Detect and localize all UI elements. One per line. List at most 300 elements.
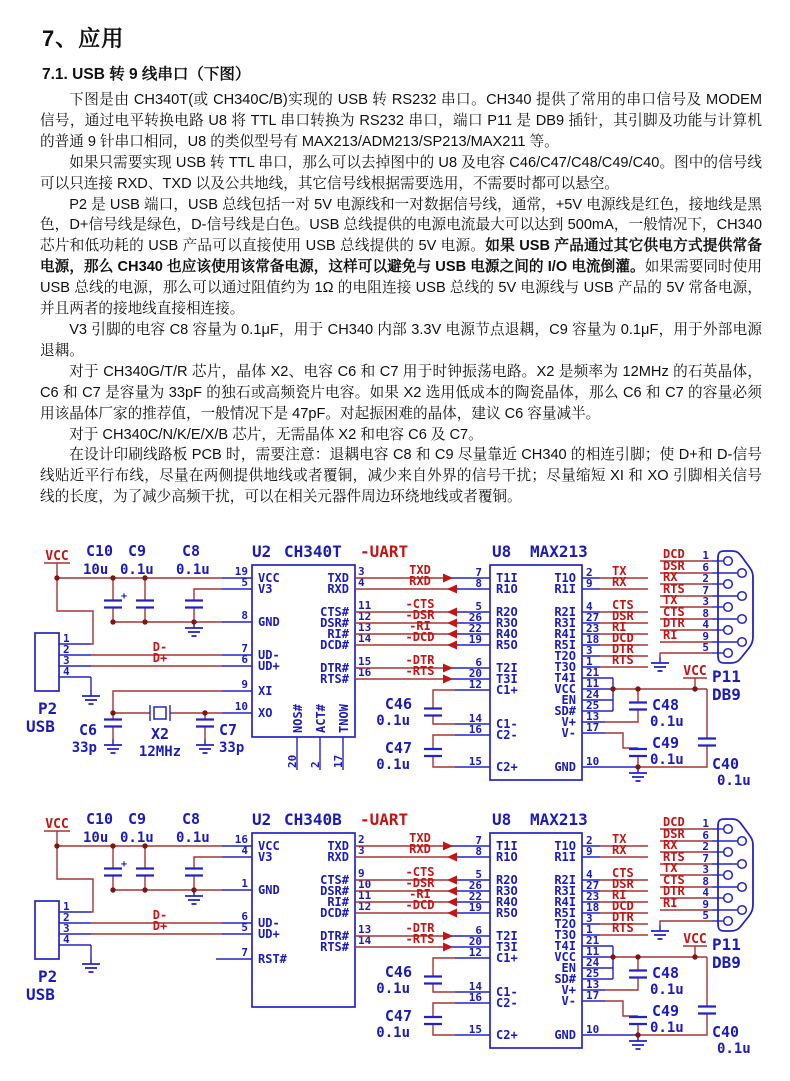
sch-label: 14 [468, 980, 482, 993]
sch-label: TNOW [337, 704, 351, 733]
sch-label: 3 [702, 863, 709, 876]
sch-label: T1I [496, 571, 518, 585]
junction-dot [110, 575, 115, 580]
sch-label: 6 [475, 656, 482, 669]
sch-label: 0.1u [120, 562, 154, 578]
sch-label: 19 [234, 565, 248, 578]
sch-label: T2O [554, 649, 576, 663]
sch-label: RTS [663, 582, 685, 596]
wire [433, 735, 455, 748]
sch-label: 4 [586, 868, 593, 881]
sch-label: C48 [652, 696, 680, 714]
junction-dot [110, 843, 115, 848]
sch-label: 1 [241, 877, 248, 890]
sch-label: MAX213 [530, 542, 588, 561]
sch-label: -RTS [405, 664, 435, 678]
sch-label: DSR# [320, 616, 349, 630]
sch-label: VCC [45, 549, 69, 564]
sch-label: TXD [409, 831, 431, 845]
sch-label: 27 [586, 611, 600, 624]
signal-arrow-icon [443, 675, 453, 684]
sch-label: USB [26, 985, 55, 1004]
sch-label: GND [554, 1028, 576, 1042]
sch-label: TXD [409, 563, 431, 577]
signal-arrow-icon [447, 641, 457, 650]
sch-label: GND [258, 615, 280, 629]
sch-label: RXD [327, 582, 349, 596]
wire [605, 710, 638, 722]
db9-pin-hole [724, 626, 733, 635]
sch-label: P11 [712, 667, 741, 686]
sch-label: -DSR [405, 608, 435, 622]
junction-dot [202, 710, 207, 715]
wire [194, 857, 222, 868]
sch-label: DB9 [712, 685, 741, 704]
wire [433, 1003, 455, 1016]
sch-label: DTR [663, 884, 685, 898]
sch-label: 10u [83, 830, 109, 846]
sch-label: CTS [612, 866, 634, 880]
sch-label: UD- [258, 916, 280, 930]
sch-label: 2 [63, 911, 70, 924]
sch-label: 8 [475, 577, 482, 590]
sch-label: TX [612, 564, 627, 578]
sch-label: 2 [63, 643, 70, 656]
sch-label: 4 [241, 844, 248, 857]
wire [433, 958, 455, 976]
sch-label: R1I [554, 582, 576, 596]
sch-label: 1 [586, 923, 593, 936]
sch-label: DTR [612, 910, 634, 924]
sch-label: -DTR [405, 653, 435, 667]
junction-dot [142, 619, 147, 624]
sch-label: RTS# [320, 672, 349, 686]
sch-label: XO [258, 706, 273, 720]
wire [605, 1001, 638, 1016]
sch-label: 10u [83, 562, 109, 578]
sch-label: C2+ [496, 1028, 518, 1042]
sch-label: + [121, 859, 128, 870]
sch-label: 15 [468, 755, 482, 768]
sch-label: T1I [496, 839, 518, 853]
junction-dot [110, 887, 115, 892]
db9-pin-hole [724, 603, 733, 612]
db9-pin-hole [738, 615, 747, 624]
chip-outline [35, 901, 59, 959]
sch-label: 16 [358, 666, 372, 679]
sch-label: GND [258, 883, 280, 897]
sch-label: 5 [702, 909, 709, 922]
sch-label: 16 [468, 991, 482, 1004]
sch-label: C6 [78, 721, 97, 739]
sch-label: 14 [358, 632, 372, 645]
junction-dot [635, 1032, 640, 1037]
signal-arrow-icon [443, 943, 453, 952]
sch-label: CTS [663, 605, 685, 619]
sch-label: RI [663, 628, 678, 642]
sch-label: 33p [219, 740, 245, 756]
sch-label: 5 [241, 576, 248, 589]
sch-label: X2 [150, 725, 170, 743]
sch-label: 3 [358, 844, 365, 857]
sch-label: C7 [219, 721, 238, 739]
sch-label: 4 [358, 576, 365, 589]
sch-label: -RTS [405, 932, 435, 946]
sch-label: R1I [554, 850, 576, 864]
sch-label: 19 [468, 633, 482, 646]
sch-label: C40 [712, 755, 740, 773]
sch-label: C40 [712, 1023, 740, 1041]
db9-pin-hole [738, 592, 747, 601]
sch-label: -RI [409, 619, 431, 633]
sch-label: 9 [358, 867, 365, 880]
sch-label: P11 [712, 935, 741, 954]
sch-label: CH340B [284, 810, 342, 829]
sch-label: 20 [468, 935, 482, 948]
sch-label: U2 [252, 810, 272, 829]
sch-label: RTS [612, 921, 634, 935]
sch-label: ACT# [314, 704, 328, 733]
sch-label: 13 [358, 621, 372, 634]
sch-label: 15 [358, 655, 372, 668]
sch-label: 16 [234, 833, 248, 846]
sch-label: 13 [586, 978, 600, 991]
sch-label: TX [663, 593, 678, 607]
sch-label: RI# [327, 895, 349, 909]
sch-label: C46 [384, 963, 412, 981]
sch-label: 0.1u [650, 982, 684, 998]
sch-label: 0.1u [376, 757, 410, 773]
sch-label: 2 [586, 834, 593, 847]
sch-label: DSR [612, 877, 634, 891]
sch-label: 11 [358, 889, 372, 902]
sch-label: UD+ [258, 927, 280, 941]
junction-dot [692, 954, 697, 959]
paragraph: V3 引脚的电容 C8 容量为 0.1μF，用于 CH340 内部 3.3V 电源节点退耦，C9 容量为 0.1μF，用于外部电源退耦。 [40, 321, 762, 359]
sch-label: -DCD [405, 630, 435, 644]
sch-label: T3O [554, 928, 576, 942]
paragraph: 对于 CH340C/N/K/E/X/B 芯片，无需晶体 X2 和电容 C6 及 C7。 [69, 426, 483, 443]
paragraph-bold-text: 如果 USB 产品通过其它供电方式提供常备电源，那么 CH340 也应该使用该常备电源，这样可以避免与 USB 电源之间的 I/O 电流倒灌。 [40, 238, 762, 276]
sch-label: UD- [258, 648, 280, 662]
sch-label: RST# [258, 952, 287, 966]
sch-label: RXD [409, 574, 431, 588]
junction-dot [610, 954, 615, 959]
sch-label: RX [663, 838, 678, 852]
sch-label: 11 [586, 677, 600, 690]
junction-dot [610, 686, 615, 691]
sch-label: 22 [468, 890, 482, 903]
sch-label: RI [612, 888, 627, 902]
signal-arrow-icon [443, 664, 453, 673]
sch-label: 21 [586, 666, 600, 679]
sch-label: 26 [468, 879, 482, 892]
sch-label: 0.1u [717, 773, 751, 789]
sch-label: 0.1u [176, 830, 210, 846]
sch-label: 12 [468, 946, 482, 959]
sch-label: 0.1u [650, 714, 684, 730]
section-heading: 7、应用 [42, 26, 125, 51]
sch-label: RX [612, 843, 627, 857]
db9-pin-hole [724, 871, 733, 880]
sch-label: 33p [71, 740, 97, 756]
sch-label: DCD [612, 631, 634, 645]
sch-label: D- [152, 640, 168, 654]
db9-pin-hole [724, 580, 733, 589]
sch-label: C2+ [496, 760, 518, 774]
sch-label: 3 [586, 644, 593, 657]
sch-label: -UART [360, 542, 409, 561]
sch-label: RI [612, 620, 627, 634]
sch-label: 0.1u [650, 1020, 684, 1036]
sch-label: 8 [702, 875, 709, 888]
sch-label: -CTS [405, 865, 435, 879]
sch-label: R3I [554, 616, 576, 630]
signal-arrow-icon [447, 585, 457, 594]
sch-label: 5 [702, 641, 709, 654]
sch-label: CH340T [284, 542, 342, 561]
sch-label: 10 [234, 700, 248, 713]
sch-label: 1 [702, 817, 709, 830]
sch-label: VCC [258, 839, 280, 853]
signal-arrow-icon [447, 887, 457, 896]
sch-label: SD# [554, 972, 576, 986]
sch-label: RX [663, 570, 678, 584]
sch-label: 3 [358, 565, 365, 578]
sch-label: 12 [358, 610, 372, 623]
sch-label: 1 [702, 549, 709, 562]
sch-label: C1+ [496, 683, 518, 697]
sch-label: 18 [586, 633, 600, 646]
db9-pin-hole [738, 837, 747, 846]
sch-label: DTR [663, 616, 685, 630]
sch-label: V- [561, 994, 576, 1008]
sch-label: 7 [475, 834, 482, 847]
sch-label: DCD [663, 815, 685, 829]
sch-label: 0.1u [376, 713, 410, 729]
sch-label: 6 [702, 829, 709, 842]
sch-label: V+ [561, 715, 576, 729]
sch-label: -DTR [405, 921, 435, 935]
paragraph-text: P2 是 USB 端口，USB 总线包括一对 5V 电源线和一对数据信号线，通常，+5V 电源线是红色，接地线是黑色，D+信号线是绿色，D-信号线是白色。USB 总线提供的电源电流最大可以达到 500mA，一般情况下，CH340 芯片和低功耗的 USB 产品可以直接使用 USB 总线提供的 5V 电源。 [40, 196, 762, 255]
sch-label: 25 [586, 699, 600, 712]
sch-label: D+ [152, 651, 168, 665]
sch-label: VCC [45, 817, 69, 832]
sch-label: 0.1u [120, 830, 154, 846]
sch-label: 9 [586, 577, 593, 590]
sch-label: 27 [586, 879, 600, 892]
sch-label: T4I [554, 939, 576, 953]
sch-label: R5I [554, 638, 576, 652]
sch-label: 10 [586, 1023, 600, 1036]
sch-label: 2 [702, 840, 709, 853]
sch-label: 3 [63, 654, 70, 667]
db9-pin-hole [738, 906, 747, 915]
sch-label: T3I [496, 940, 518, 954]
sch-label: D- [152, 908, 168, 922]
sch-label: 0.1u [650, 752, 684, 768]
sch-label: TXD [327, 571, 349, 585]
wire [433, 984, 455, 992]
chip-outline [35, 633, 59, 691]
sch-label: RTS# [320, 940, 349, 954]
sch-label: MAX213 [530, 810, 588, 829]
db9-pin-hole [738, 569, 747, 578]
sch-label: 20 [286, 754, 299, 768]
sch-label: RTS [663, 850, 685, 864]
sch-label: R3I [554, 884, 576, 898]
sch-label: C1+ [496, 951, 518, 965]
paragraph: 如果只需要实现 USB 转 TTL 串口，那么可以去掉图中的 U8 及电容 C46/C47/C48/C49/C40。图中的信号线可以只连接 RXD、TXD 以及公共地线，其它信号线根据需要选用，不需要时都可以悬空。 [40, 154, 762, 192]
sch-label: 4 [63, 665, 70, 678]
junction-dot [54, 575, 59, 580]
sch-label: C2- [496, 996, 518, 1010]
wire [605, 978, 638, 990]
sch-label: 7 [241, 642, 248, 655]
sch-label: 21 [586, 934, 600, 947]
sch-label: EN [561, 961, 576, 975]
junction-dot [635, 764, 640, 769]
sch-label: 4 [702, 886, 709, 899]
sch-label: R2I [554, 873, 576, 887]
sch-label: R3O [496, 884, 518, 898]
sch-label: 11 [586, 945, 600, 958]
db9-pin-hole [724, 557, 733, 566]
sch-label: C8 [182, 810, 201, 828]
paragraph: 在设计印刷线路板 PCB 时，需要注意：退耦电容 C8 和 C9 尽量靠近 CH340 的相连引脚；使 D+和 D-信号线贴近平行布线，尽量在两侧提供地线或者覆铜，减少来自外界的信号干扰；尽量缩短 XI 和 XO 引脚相关信号线的长度，为了减少高频干扰，可以在相关元器件周边环绕地线或者覆铜。 [40, 447, 762, 506]
sch-label: 9 [241, 678, 248, 691]
sch-label: 7 [475, 566, 482, 579]
sch-label: 4 [586, 600, 593, 613]
sch-label: DSR# [320, 884, 349, 898]
junction-dot [191, 887, 196, 892]
sch-label: R5O [496, 906, 518, 920]
sch-label: 24 [586, 688, 600, 701]
sch-label: 19 [468, 901, 482, 914]
sch-label: 10 [586, 755, 600, 768]
sch-label: R1O [496, 850, 518, 864]
sch-label: 13 [358, 923, 372, 936]
sch-label: 17 [586, 721, 600, 734]
sch-label: CTS [663, 873, 685, 887]
sch-label: GND [554, 760, 576, 774]
sch-label: V3 [258, 850, 273, 864]
paragraph-text: 如果需要同时使用 USB 总线的电源，那么可以通过阻值约为 1Ω 的电阻连接 USB 总线的 5V 电源线与 USB 产品的 5V 常备电源，并且两者的接地线直接相连接。 [40, 259, 762, 318]
sch-label: SD# [554, 704, 576, 718]
sch-label: 23 [586, 890, 600, 903]
sch-label: C49 [652, 734, 680, 752]
sch-label: C1- [496, 717, 518, 731]
sch-label: 12MHz [138, 744, 182, 760]
sch-label: 6 [475, 924, 482, 937]
sch-label: R4O [496, 895, 518, 909]
sch-label: V+ [561, 983, 576, 997]
junction-dot [110, 619, 115, 624]
sch-label: D+ [152, 919, 168, 933]
signal-arrow-icon [447, 619, 457, 628]
sch-label: 1 [586, 655, 593, 668]
sch-label: VCC [683, 932, 707, 947]
sch-label: R2O [496, 605, 518, 619]
sch-label: 18 [586, 901, 600, 914]
sch-label: 14 [468, 712, 482, 725]
sch-label: T1O [554, 839, 576, 853]
sch-label: R5O [496, 638, 518, 652]
sch-label: -DCD [405, 898, 435, 912]
sch-label: 6 [241, 910, 248, 923]
sch-label: 16 [468, 723, 482, 736]
junction-dot [54, 843, 59, 848]
sch-label: DSR [663, 827, 685, 841]
sch-label: R1O [496, 582, 518, 596]
junction-dot [142, 887, 147, 892]
sch-label: TXD [327, 839, 349, 853]
sch-label: + [121, 591, 128, 602]
sch-label: C48 [652, 964, 680, 982]
db9-pin-hole [738, 638, 747, 647]
sch-label: 2 [586, 566, 593, 579]
sch-label: C9 [128, 542, 147, 560]
sch-label: V- [561, 726, 576, 740]
sch-label: 7 [702, 852, 709, 865]
signal-arrow-icon [447, 853, 457, 862]
sch-label: -UART [360, 810, 409, 829]
sch-label: 6 [702, 561, 709, 574]
db9-pin-hole [738, 883, 747, 892]
sch-label: 9 [702, 630, 709, 643]
sch-label: 2 [309, 761, 322, 768]
wire [433, 1025, 455, 1035]
sch-label: 17 [586, 989, 600, 1002]
crystal-body [154, 707, 166, 719]
sch-label: P2 [38, 699, 58, 718]
sch-label: 3 [702, 595, 709, 608]
sch-label: T2O [554, 917, 576, 931]
sch-label: NOS# [291, 704, 305, 733]
sch-label: C8 [182, 542, 201, 560]
sch-label: 17 [332, 754, 345, 768]
sch-label: DCD [663, 547, 685, 561]
junction-dot [191, 619, 196, 624]
sch-label: 8 [702, 607, 709, 620]
sch-label: 2 [702, 572, 709, 585]
sch-label: V3 [258, 582, 273, 596]
sch-label: DCD# [320, 906, 349, 920]
sch-label: R3O [496, 616, 518, 630]
sch-label: T3O [554, 660, 576, 674]
sch-label: 8 [241, 609, 248, 622]
sch-label: 25 [586, 967, 600, 980]
signal-arrow-icon [447, 876, 457, 885]
sch-label: DTR# [320, 929, 349, 943]
sch-label: 10 [358, 878, 372, 891]
sch-label: DTR [612, 642, 634, 656]
sch-label: C10 [86, 542, 114, 560]
junction-dot [692, 686, 697, 691]
signal-arrow-icon [447, 909, 457, 918]
sch-label: DB9 [712, 953, 741, 972]
sch-label: TX [612, 832, 627, 846]
sch-label: XI [258, 684, 273, 698]
sch-label: U8 [492, 810, 512, 829]
sch-label: C47 [384, 1007, 412, 1025]
sch-label: 5 [475, 868, 482, 881]
signal-arrow-icon [447, 630, 457, 639]
sch-label: RTS [612, 653, 634, 667]
sch-label: 15 [468, 1023, 482, 1036]
sch-label: U2 [252, 542, 272, 561]
db9-pin-hole [724, 649, 733, 658]
